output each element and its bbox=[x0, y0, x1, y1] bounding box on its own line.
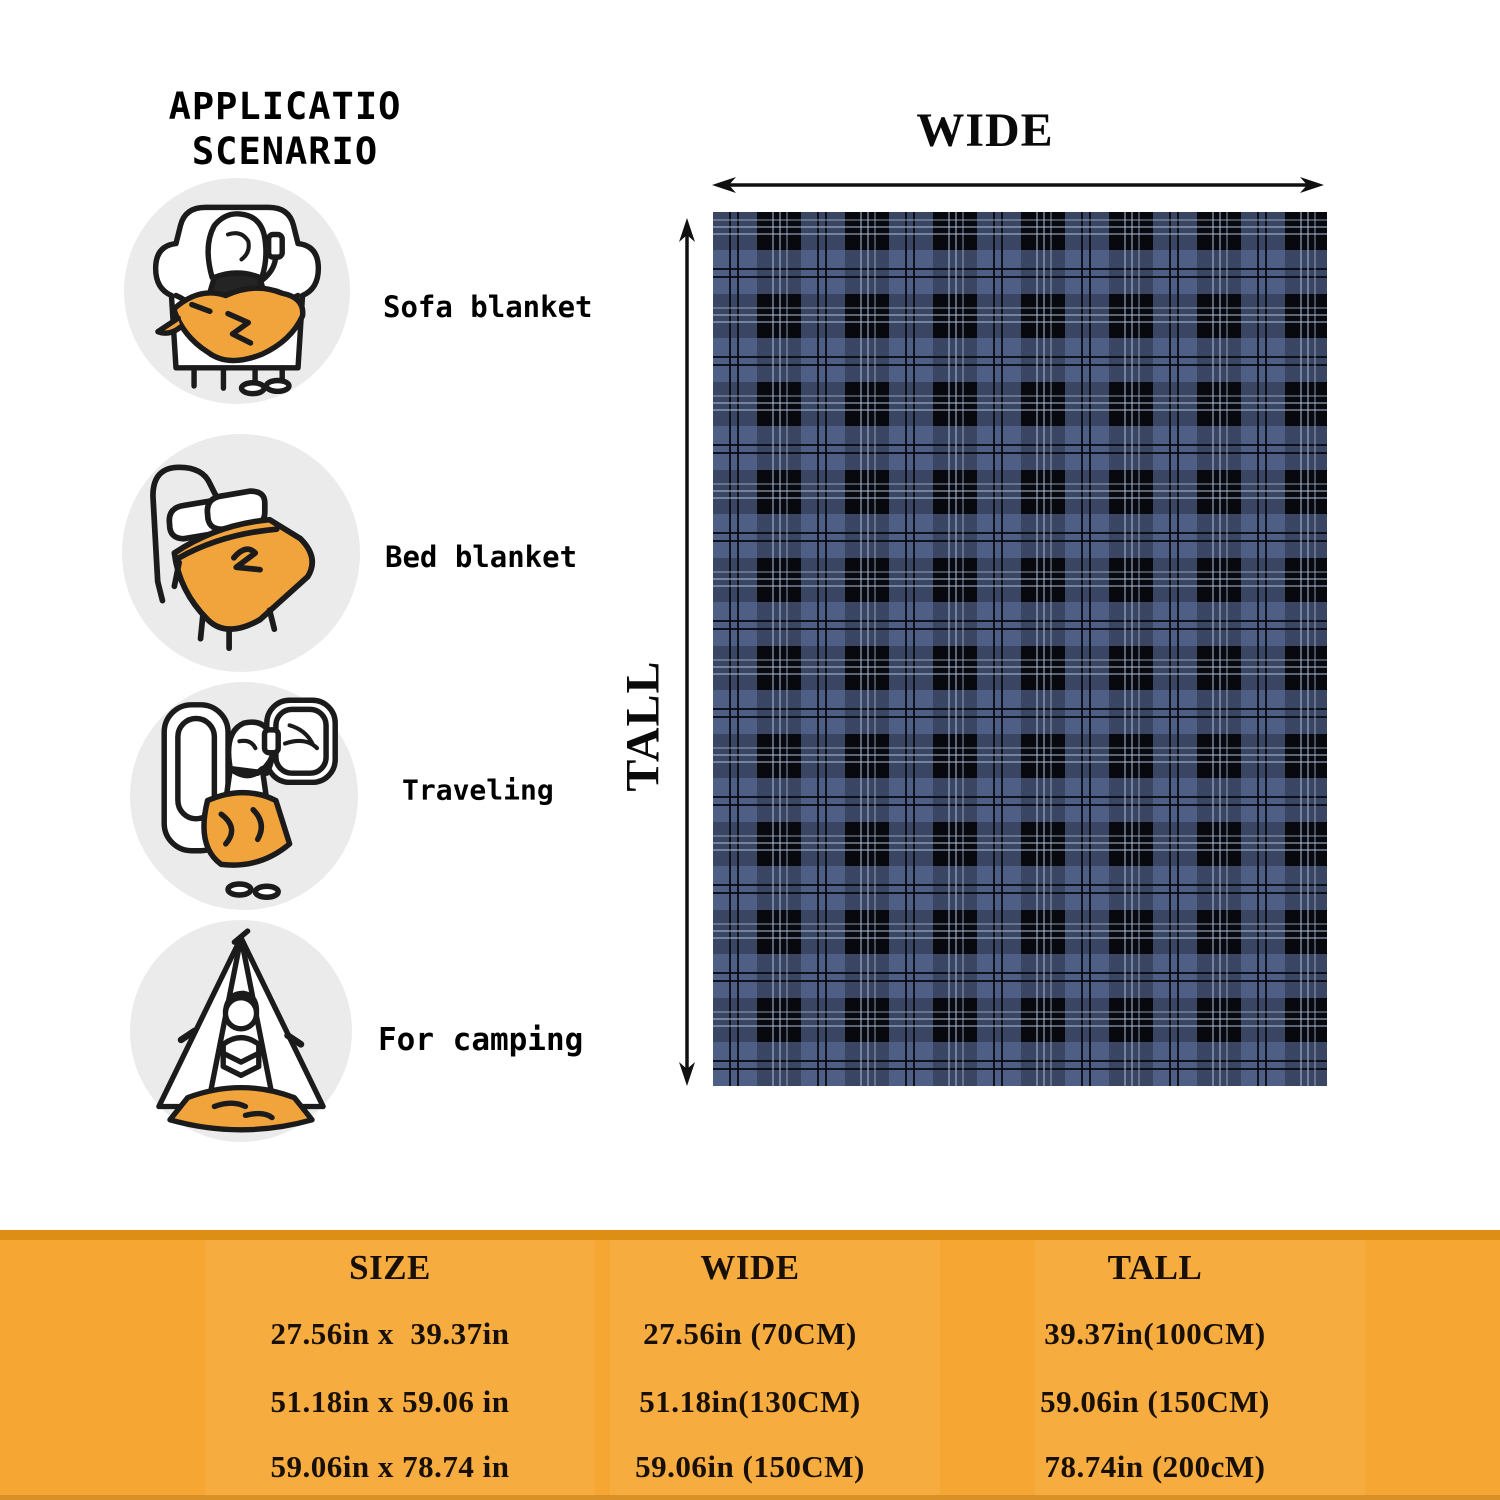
table-cell: 59.06in (150CM) bbox=[1040, 1384, 1270, 1419]
sofa-blanket-icon bbox=[124, 178, 350, 404]
size-table bbox=[0, 1230, 1500, 1500]
table-cell: 59.06in x 78.74 in bbox=[270, 1449, 510, 1484]
scenario-title-line1: APPLICATIO bbox=[168, 85, 402, 128]
table-cell: 51.18in(130CM) bbox=[639, 1384, 861, 1419]
table-column-size bbox=[150, 1230, 630, 1500]
bed-blanket-icon bbox=[122, 434, 360, 672]
table-cell: 51.18in x 59.06 in bbox=[270, 1384, 510, 1419]
tall-dimension-label: TALL bbox=[616, 660, 670, 792]
table-cell: 59.06in (150CM) bbox=[635, 1449, 865, 1484]
table-header-wide: WIDE bbox=[700, 1248, 800, 1287]
scenario-title-line2: SCENARIO bbox=[191, 130, 379, 173]
table-header-tall: TALL bbox=[1107, 1248, 1203, 1287]
scenario-title bbox=[80, 84, 490, 174]
table-cell: 27.56in (70CM) bbox=[643, 1316, 857, 1351]
scenario-label-sofa: Sofa blanket bbox=[383, 290, 593, 324]
scenario-label-camping: For camping bbox=[378, 1022, 584, 1058]
camping-icon bbox=[130, 920, 352, 1142]
table-cell: 27.56in x 39.37in bbox=[270, 1316, 510, 1351]
traveling-icon bbox=[130, 682, 358, 910]
table-cell: 39.37in(100CM) bbox=[1044, 1316, 1266, 1351]
plaid-blanket-image bbox=[713, 212, 1327, 1086]
tall-arrow bbox=[676, 216, 698, 1093]
wide-arrow bbox=[710, 174, 1326, 201]
table-column-wide bbox=[570, 1230, 930, 1500]
table-column-tall bbox=[970, 1230, 1340, 1500]
scenario-label-bed: Bed blanket bbox=[385, 540, 578, 574]
table-cell: 78.74in (200cM) bbox=[1044, 1449, 1266, 1484]
wide-dimension-label: WIDE bbox=[916, 104, 1054, 157]
scenario-label-traveling: Traveling bbox=[402, 773, 554, 807]
table-header-size: SIZE bbox=[349, 1248, 431, 1287]
